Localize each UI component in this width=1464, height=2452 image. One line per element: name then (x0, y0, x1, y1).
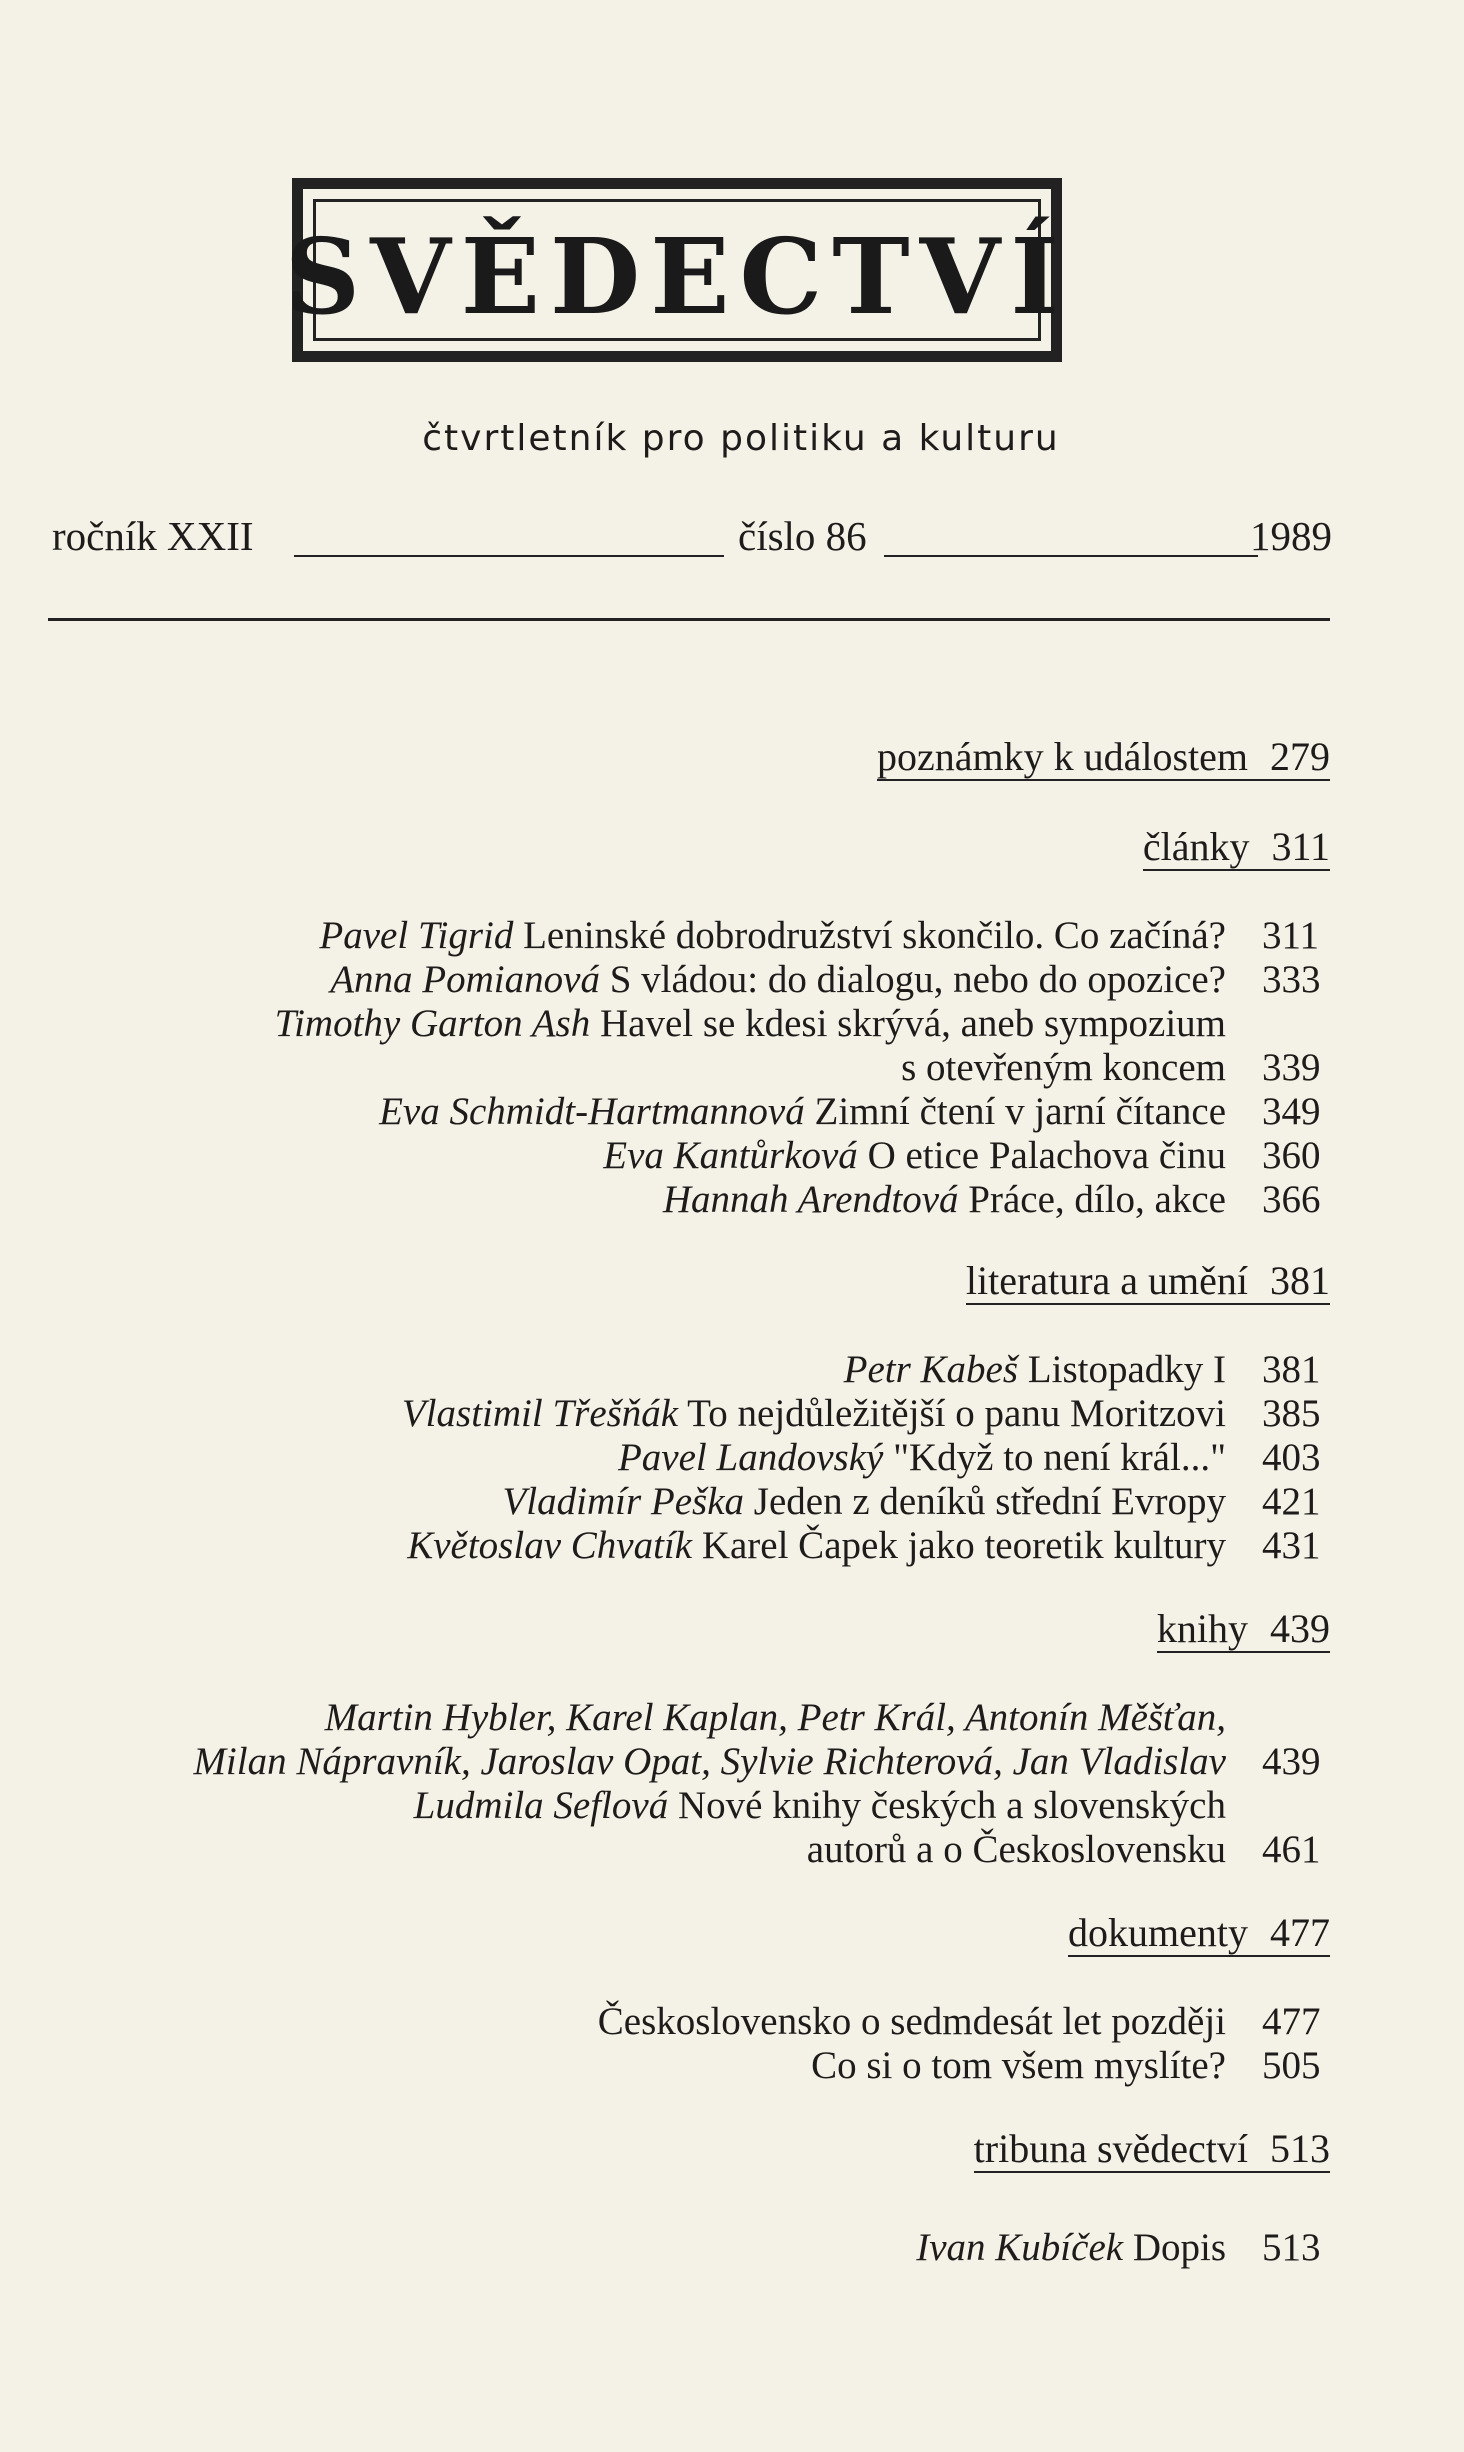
entry-author: Eva Schmidt-Hartmannová (379, 1090, 805, 1133)
section-title: články (1142, 824, 1250, 869)
entry-author: Anna Pomianová (330, 958, 600, 1001)
entry-title: Listopadky I (1027, 1348, 1226, 1391)
toc-entry[interactable] (30, 1134, 1330, 1178)
toc-entry-continuation[interactable] (30, 1046, 1330, 1090)
entry-author: Ludmila Seflová (413, 1784, 669, 1827)
entry-title: S vládou: do dialogu, nebo do opozice? (609, 958, 1226, 1001)
entry-page: 477 (1262, 2000, 1321, 2043)
entry-author: Vladimír Peška (502, 1480, 745, 1523)
subtitle: čtvrtletník pro politiku a kulturu (422, 418, 1060, 459)
entry-page: 339 (1262, 1046, 1321, 1089)
section-title: literatura a umění (965, 1258, 1248, 1303)
toc-entry[interactable] (30, 1090, 1330, 1134)
entry-page: 311 (1262, 914, 1320, 957)
issue-year: 1989 (1250, 513, 1332, 559)
entry-title: Zimní čtení v jarní čítance (814, 1090, 1226, 1133)
toc-entry[interactable] (30, 2044, 1330, 2088)
issue-line (52, 512, 1332, 572)
toc-entry[interactable] (30, 1784, 1330, 1828)
entry-author: Ivan Kubíček (916, 2226, 1124, 2269)
entry-title: Nové knihy českých a slovenských (677, 1784, 1226, 1827)
entry-page: 513 (1262, 2226, 1321, 2269)
entry-title: Československo o sedmdesát let později (597, 2000, 1226, 2043)
entry-page: 421 (1262, 1480, 1321, 1523)
books-list (30, 1696, 1330, 1872)
toc-entry-authors[interactable] (30, 1696, 1330, 1740)
section-heading-documents[interactable] (1068, 1912, 1330, 1957)
section-heading-books[interactable] (1157, 1608, 1330, 1653)
section-title: dokumenty (1068, 1910, 1248, 1955)
section-heading-articles[interactable] (1143, 826, 1330, 871)
toc-entry[interactable] (30, 914, 1330, 958)
section-heading-tribune[interactable] (974, 2128, 1330, 2173)
toc-entry[interactable] (30, 1524, 1330, 1568)
entry-author: Vlastimil Třešňák (401, 1392, 679, 1435)
entry-page: 366 (1262, 1178, 1321, 1221)
section-page: 381 (1270, 1258, 1330, 1303)
section-heading-literature[interactable] (966, 1260, 1330, 1305)
entry-title: s otevřeným koncem (901, 1046, 1226, 1089)
section-page: 477 (1270, 1910, 1330, 1955)
toc-entry[interactable] (30, 2226, 1330, 2270)
entry-author: Timothy Garton Ash (274, 1002, 591, 1045)
toc-entry-authors[interactable] (30, 1740, 1330, 1784)
issue-rule-right (884, 555, 1258, 557)
entry-author: Květoslav Chvatík (407, 1524, 693, 1567)
masthead-title: SVĚDECTVÍ (284, 215, 1070, 338)
issue-number: číslo 86 (738, 513, 867, 559)
entry-page: 360 (1262, 1134, 1321, 1177)
toc-entry[interactable] (30, 1436, 1330, 1480)
section-page: 439 (1270, 1606, 1330, 1651)
issue-rule-left (294, 555, 724, 557)
issue-volume: ročník XXII (52, 513, 254, 559)
masthead-inner-frame (284, 199, 1070, 341)
entry-page: 461 (1262, 1828, 1321, 1871)
toc-entry[interactable] (30, 1480, 1330, 1524)
entry-title: Jeden z deníků střední Evropy (753, 1480, 1226, 1523)
entry-page: 439 (1262, 1740, 1321, 1783)
entry-author: Milan Nápravník, Jaroslav Opat, Sylvie Richterová, Jan Vladislav (193, 1740, 1226, 1783)
entry-author: Eva Kantůrková (603, 1134, 858, 1177)
masthead-frame (284, 178, 1070, 362)
entry-title: autorů a o Československu (806, 1828, 1226, 1871)
entry-title: Dopis (1132, 2226, 1226, 2269)
toc-entry[interactable] (30, 1002, 1330, 1046)
toc-entry[interactable] (30, 1178, 1330, 1222)
toc-entry[interactable] (30, 1392, 1330, 1436)
entry-page: 349 (1262, 1090, 1321, 1133)
entry-author: Martin Hybler, Karel Kaplan, Petr Král, Antonín Měšťan, (324, 1696, 1226, 1739)
entry-author: Petr Kabeš (843, 1348, 1019, 1391)
entry-title: Co si o tom všem myslíte? (811, 2044, 1226, 2087)
tribune-list (30, 2226, 1330, 2270)
entry-author: Hannah Arendtová (662, 1178, 959, 1221)
section-page: 279 (1270, 734, 1330, 779)
toc-entry[interactable] (30, 1348, 1330, 1392)
entry-title: Karel Čapek jako teoretik kultury (701, 1524, 1226, 1567)
literature-list (30, 1348, 1330, 1568)
section-page: 311 (1271, 824, 1330, 869)
section-title: poznámky k událostem (876, 734, 1248, 779)
section-title: knihy (1156, 1606, 1248, 1651)
documents-list (30, 2000, 1330, 2088)
section-heading-notes[interactable] (877, 736, 1330, 781)
toc-entry[interactable] (30, 2000, 1330, 2044)
entry-page: 431 (1262, 1524, 1321, 1567)
entry-author: Pavel Tigrid (319, 914, 514, 957)
entry-title: O etice Palachova činu (867, 1134, 1226, 1177)
entry-title: Leninské dobrodružství skončilo. Co začíná? (523, 914, 1226, 957)
toc-entry-continuation[interactable] (30, 1828, 1330, 1872)
entry-title: To nejdůležitější o panu Moritzovi (687, 1392, 1226, 1435)
header-divider (48, 618, 1330, 621)
entry-page: 385 (1262, 1392, 1321, 1435)
toc-entry[interactable] (30, 958, 1330, 1002)
entry-author: Pavel Landovský (617, 1436, 884, 1479)
entry-title: "Když to není král..." (893, 1436, 1226, 1479)
section-title: tribuna svědectví (973, 2126, 1248, 2171)
entry-page: 403 (1262, 1436, 1321, 1479)
entry-page: 505 (1262, 2044, 1321, 2087)
entry-title: Havel se kdesi skrývá, aneb sympozium (599, 1002, 1226, 1045)
section-page: 513 (1270, 2126, 1330, 2171)
entry-title: Práce, dílo, akce (968, 1178, 1226, 1221)
articles-list (30, 914, 1330, 1222)
entry-page: 333 (1262, 958, 1321, 1001)
entry-page: 381 (1262, 1348, 1321, 1391)
